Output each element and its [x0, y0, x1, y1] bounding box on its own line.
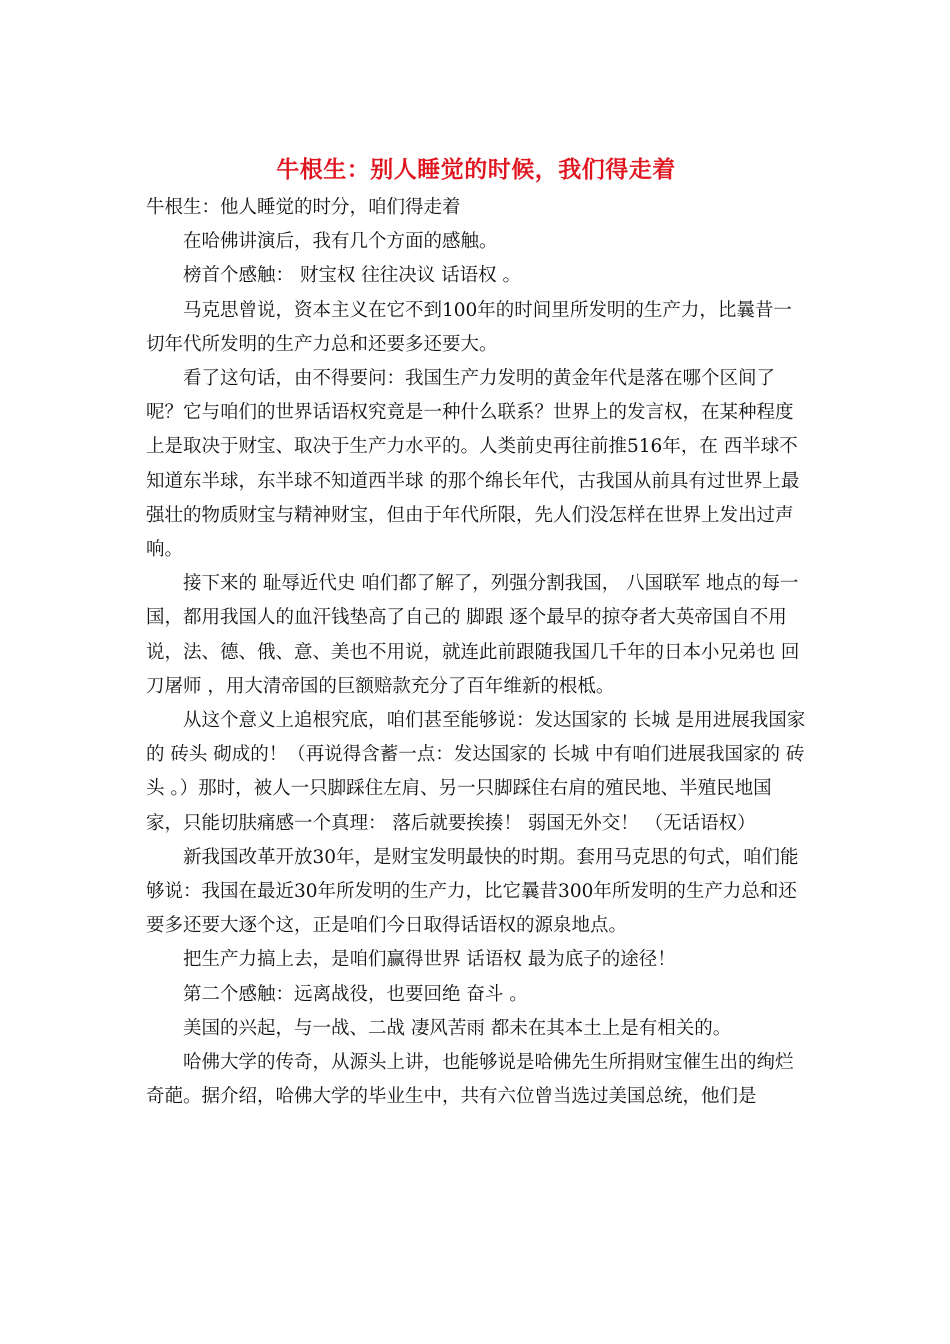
paragraph: 在哈佛讲演后，我有几个方面的感触。 [183, 231, 498, 253]
document-title: 牛根生：别人睡觉的时候，我们得走着 [276, 156, 676, 183]
paragraph: 美国的兴起，与一战、二战 凄风苦雨 都未在其本土上是有相关的。 [183, 1017, 732, 1039]
document-body [146, 153, 806, 1114]
paragraph: 看了这句话，由不得要问：我国生产力发明的黄金年代是落在哪个区间了呢？它与咱们的世界话语权究竟是一种什么联系？世界上的发言权，在某种程度上是取决于财宝、取决于生产力水平的。人类前史再往前推516年，在 西半球不知道东半球，东半球不知道西半球 的那个绵长年代，古我国从前具有过世界上最强壮的物质财宝与精神财宝，但由于年代所限，先人们没怎样在世界上发出过声响。 [146, 368, 800, 561]
paragraph: 新我国改革开放30年，是财宝发明最快的时期。套用马克思的句式，咱们能够说：我国在最近30年所发明的生产力，比它曩昔300年所发明的生产力总和还要多还要大逐个这，正是咱们今日取得话语权的源泉地点。 [146, 846, 799, 937]
paragraph: 把生产力搞上去，是咱们赢得世界 话语权 最为底子的途径！ [183, 949, 676, 971]
paragraph: 第二个感触：远离战役，也要回绝 奋斗 。 [183, 983, 528, 1005]
paragraph: 接下来的 耻辱近代史 咱们都了解了，列强分割我国， 八国联军 地点的每一国，都用我国人的血汗钱垫高了自己的 脚跟 逐个最早的掠夺者大英帝国自不用说，法、德、俄、意、美也不用说，就连此前跟随我国几千年的日本小兄弟也 回刀屠师 ，用大清帝国的巨额赔款充分了百年维新的根柢。 [146, 573, 800, 697]
paragraph: 马克思曾说，资本主义在它不到100年的时间里所发明的生产力，比曩昔一切年代所发明的生产力总和还要多还要大。 [146, 299, 792, 355]
paragraph-subtitle: 牛根生：他人睡觉的时分，咱们得走着 [146, 197, 461, 218]
paragraph: 从这个意义上追根究底，咱们甚至能够说：发达国家的 长城 是用进展我国家的 砖头 砌成的！（再说得含蓄一点：发达国家的 长城 中有咱们进展我国家的 砖头 。）那时，被人一只脚踩住左肩、另一只脚踩住右肩的殖民地、半殖民地国家，只能切肤痛感一个真理： 落后就要挨揍！ 弱国无外交！ （无话语权） [146, 710, 806, 834]
paragraph: 榜首个感触： 财宝权 往往决议 话语权 。 [183, 265, 522, 287]
paragraph: 哈佛大学的传奇，从源头上讲，也能够说是哈佛先生所捐财宝催生出的绚烂奇葩。据介绍，哈佛大学的毕业生中，共有六位曾当选过美国总统，他们是 [146, 1052, 794, 1108]
